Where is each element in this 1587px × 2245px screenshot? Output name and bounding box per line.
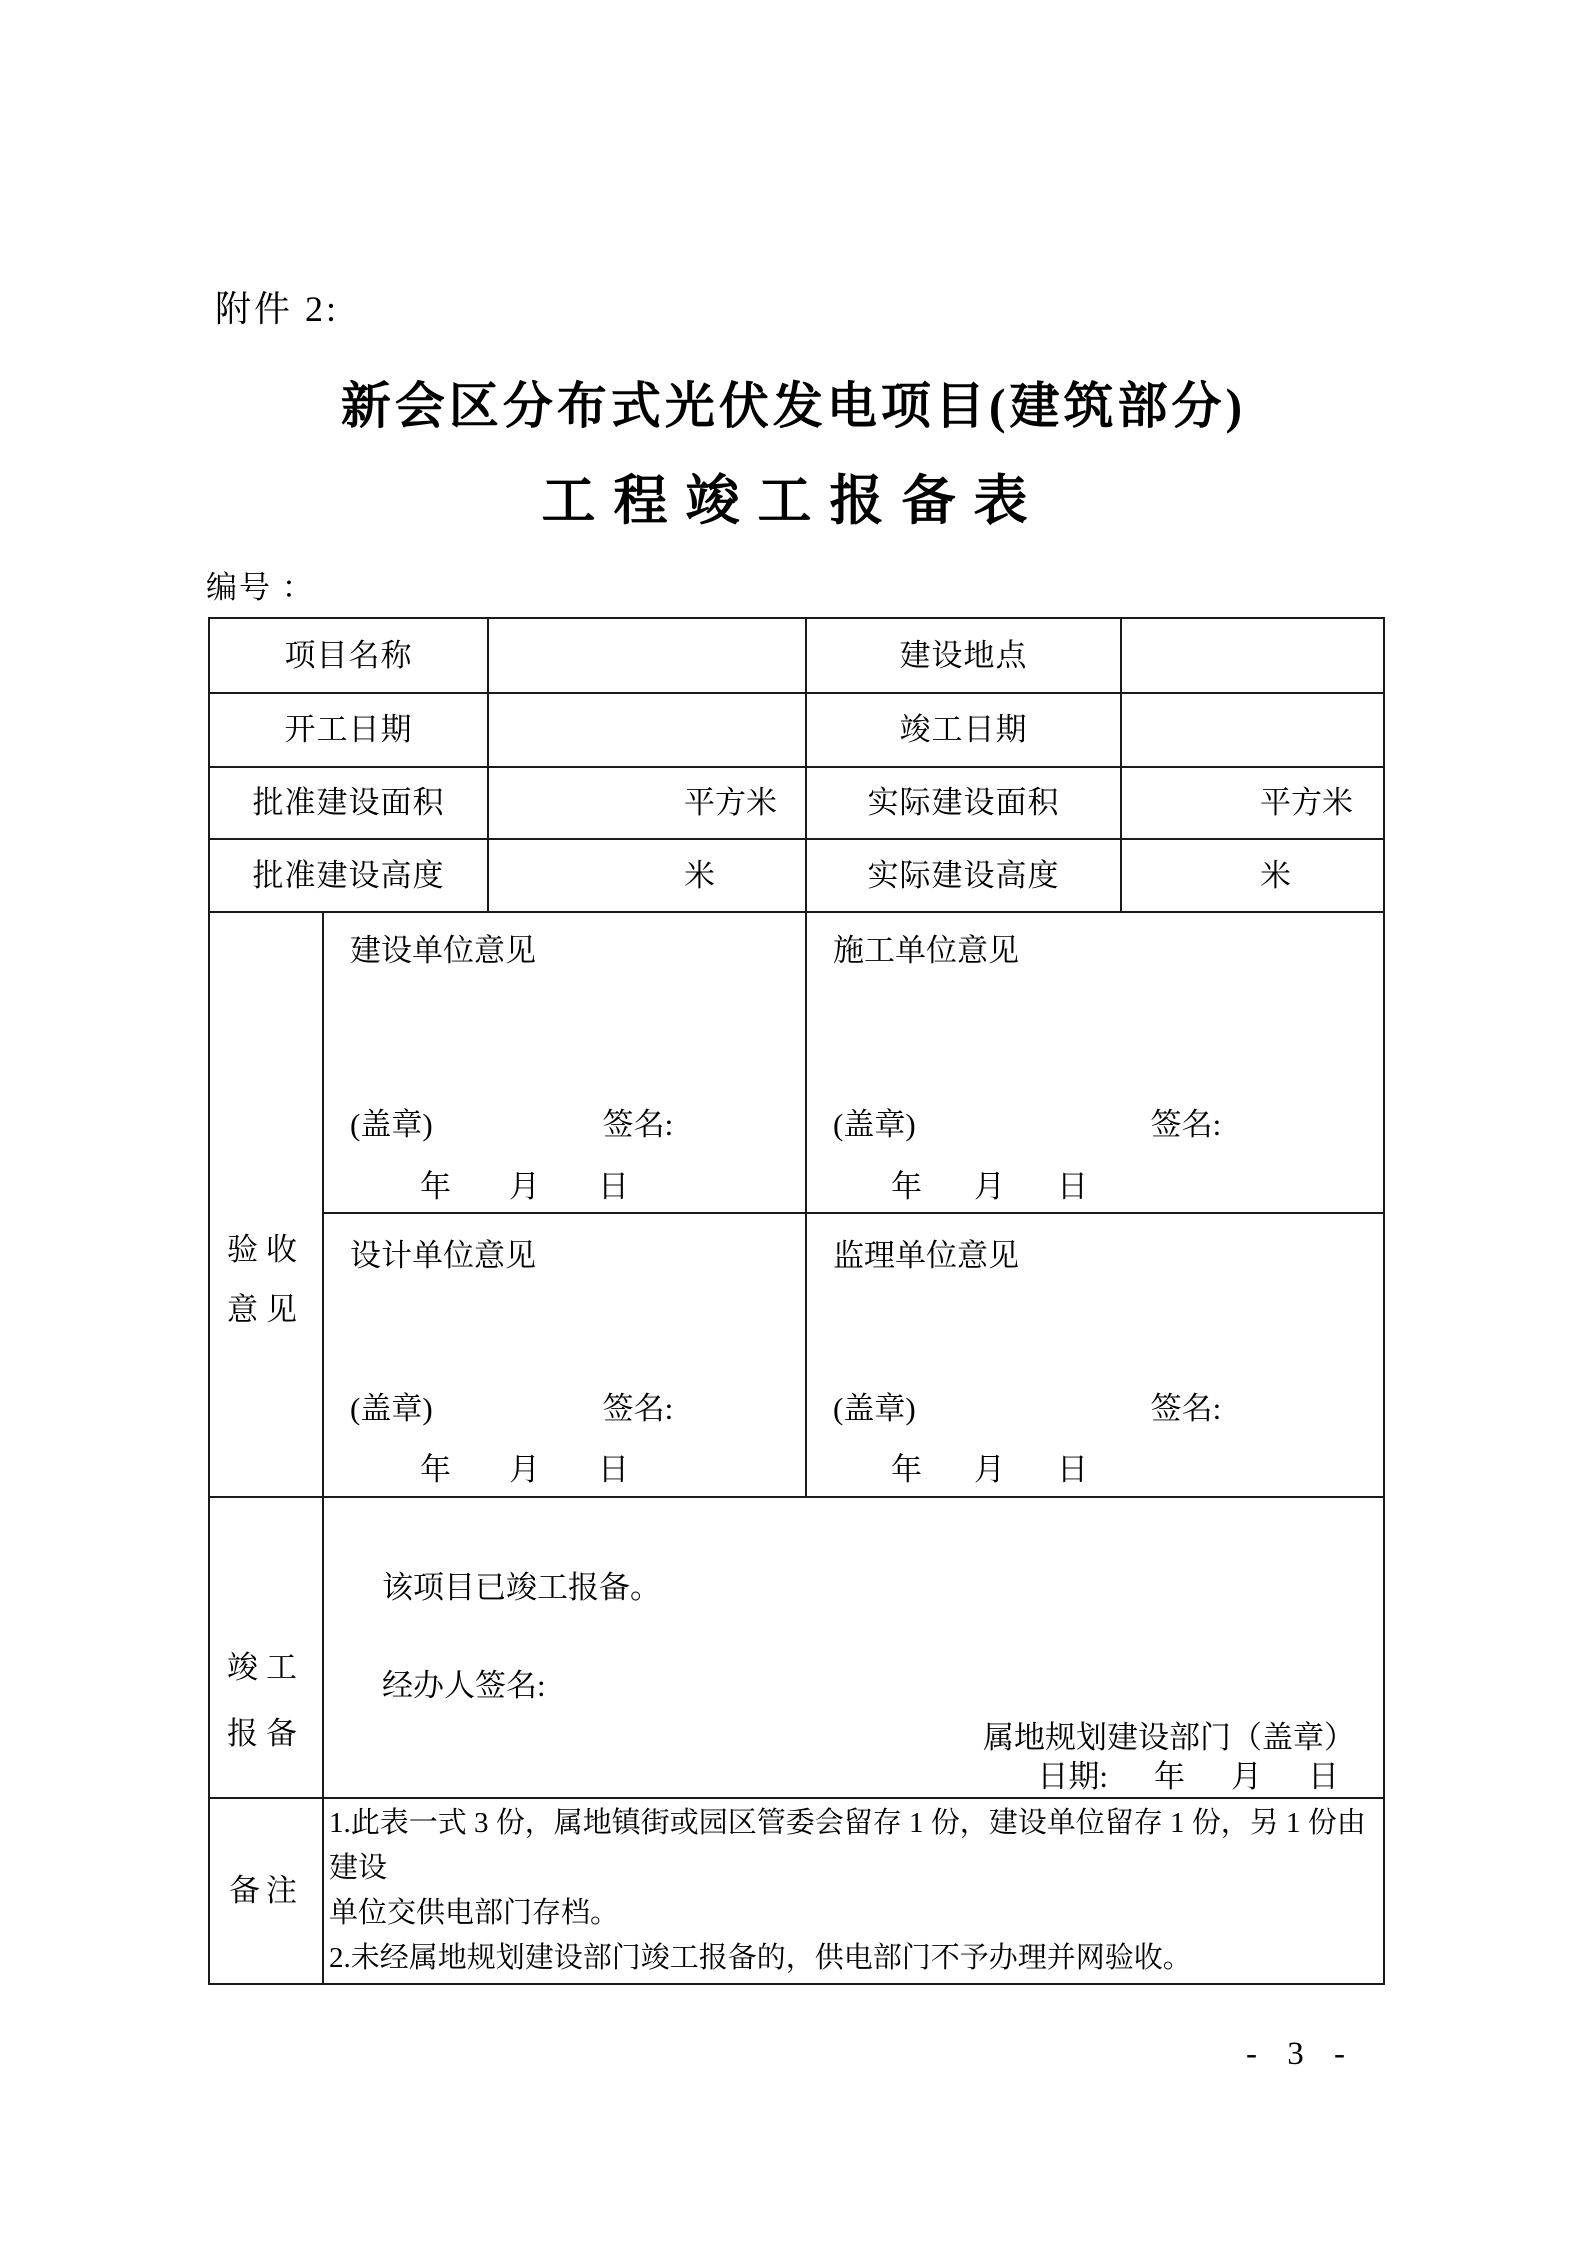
construction-site-label: 建设地点 [807, 619, 1122, 692]
builder-unit-opinion-cell [807, 913, 1383, 1214]
completion-filing-section [210, 1498, 1383, 1799]
date-line: 年 月 日 [891, 1452, 1088, 1488]
completion-date-label: 竣工日期 [807, 694, 1122, 765]
stamp-label: (盖章) [833, 1390, 916, 1426]
project-name-field[interactable] [489, 619, 807, 692]
table-row [210, 768, 1383, 840]
notes-content [324, 1799, 1383, 1983]
opinion-title: 施工单位意见 [833, 933, 1019, 969]
department-stamp-label: 属地规划建设部门（盖章） [983, 1719, 1355, 1755]
page-number: - 3 - [1246, 2036, 1349, 2072]
approved-area-unit: 平方米 [489, 768, 807, 838]
start-date-label: 开工日期 [210, 694, 489, 765]
completion-filing-row-label: 竣工 报备 [210, 1498, 324, 1797]
signature-label: 签名: [1150, 1390, 1222, 1426]
date-line: 年 月 日 [420, 1168, 629, 1204]
note-line: 1.此表一式 3 份，属地镇街或园区管委会留存 1 份，建设单位留存 1 份，另 1 份由建设 [329, 1807, 1366, 1884]
opinion-title: 设计单位意见 [350, 1238, 536, 1274]
stamp-label: (盖章) [350, 1107, 433, 1143]
note-line: 单位交供电部门存档。 [329, 1897, 620, 1929]
completion-filing-content [324, 1498, 1383, 1797]
project-name-label: 项目名称 [210, 619, 489, 692]
filing-date-line: 日期: 年 月 日 [1037, 1759, 1339, 1795]
notes-section [210, 1799, 1383, 1983]
note-line: 2.未经属地规划建设部门竣工报备的，供电部门不予办理并网验收。 [329, 1942, 1192, 1974]
date-line: 年 月 日 [420, 1452, 629, 1488]
actual-area-unit: 平方米 [1260, 785, 1353, 821]
approved-area-label: 批准建设面积 [210, 768, 489, 838]
start-date-field[interactable] [489, 694, 807, 765]
construction-unit-opinion-cell [324, 913, 807, 1214]
actual-area-label: 实际建设面积 [807, 768, 1122, 838]
stamp-label: (盖章) [833, 1107, 916, 1143]
signature-label: 签名: [602, 1390, 674, 1426]
opinion-title: 监理单位意见 [833, 1238, 1019, 1274]
notes-row-label: 备注 [210, 1799, 324, 1983]
acceptance-opinion-row-label: 验收 意见 [210, 913, 324, 1496]
acceptance-opinions-section [210, 913, 1383, 1498]
design-unit-opinion-cell [324, 1214, 807, 1496]
completion-filing-table [208, 617, 1385, 1985]
completion-date-field[interactable] [1122, 694, 1383, 765]
attachment-label: 附件 2: [215, 289, 340, 329]
actual-height-unit: 米 [1260, 857, 1291, 893]
approved-height-label: 批准建设高度 [210, 840, 489, 911]
stamp-label: (盖章) [350, 1390, 433, 1426]
filing-statement: 该项目已竣工报备。 [382, 1570, 661, 1605]
table-row [210, 619, 1383, 694]
document-title-line1: 新会区分布式光伏发电项目(建筑部分) [340, 378, 1247, 434]
signature-label: 签名: [602, 1107, 674, 1143]
construction-site-field[interactable] [1122, 619, 1383, 692]
opinion-title: 建设单位意见 [350, 933, 536, 969]
supervision-unit-opinion-cell [807, 1214, 1383, 1496]
table-row [210, 840, 1383, 913]
handler-signature-label: 经办人签名: [382, 1667, 546, 1703]
date-line: 年 月 日 [891, 1168, 1088, 1204]
document-title-line2: 工程竣工报备表 [541, 471, 1046, 531]
date-label: 日期: [1037, 1759, 1108, 1795]
table-row [210, 694, 1383, 767]
actual-height-label: 实际建设高度 [807, 840, 1122, 911]
signature-label: 签名: [1150, 1107, 1222, 1143]
approved-height-unit: 米 [489, 840, 807, 911]
serial-number-label: 编号 ： [206, 570, 315, 605]
